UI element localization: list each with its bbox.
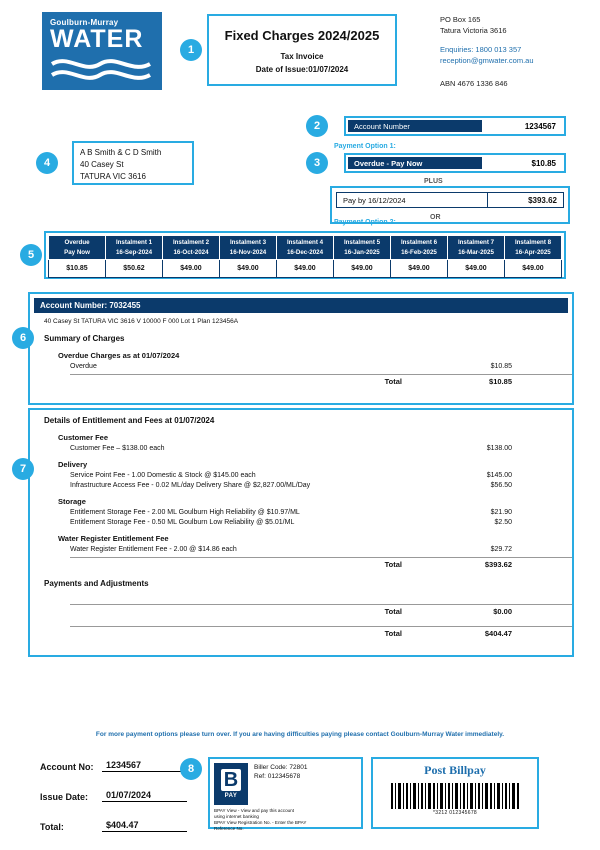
line-service-point-fee [70, 472, 572, 479]
footer-account-value: 1234567 [102, 760, 187, 772]
callout-3: 3 [306, 152, 328, 174]
bpay-box [208, 757, 363, 829]
instalment-col-2-sub: 16-Oct-2024 [173, 248, 209, 256]
line-storage-high-desc: Entitlement Storage Fee - 2.00 ML Goulburn High Reliability @ $10.97/ML [70, 509, 300, 516]
instalment-amount-4: $49.00 [277, 260, 334, 278]
callout-4: 4 [36, 152, 58, 174]
instalment-col-7-title: Instalment 7 [457, 238, 495, 246]
callout-6: 6 [12, 327, 34, 349]
instalment-col-2-title: Instalment 2 [172, 238, 210, 246]
customer-street: 40 Casey St [80, 160, 124, 169]
grand-total-label: Total [384, 629, 402, 638]
instalment-amount-7: $49.00 [448, 260, 505, 278]
instalment-col-3-sub: 16-Nov-2024 [229, 248, 267, 256]
footer-note: For more payment options please turn over. If you are having difficulties paying please contact Goulburn-Murray Water immediately. [95, 731, 505, 738]
overdue-line-desc: Overdue [70, 363, 97, 370]
payment-option-2-heading: Payment Option 2: [334, 219, 396, 226]
customer-suburb: TATURA VIC 3616 [80, 172, 146, 181]
payments-adjustments-heading: Payments and Adjustments [44, 579, 149, 588]
footer-total-label: Total: [40, 822, 64, 832]
account-number-value: 1234567 [482, 120, 562, 132]
bpay-instruction-2: using internet banking [214, 814, 259, 819]
footer-issue-label: Issue Date: [40, 792, 89, 802]
line-storage-low-amount: $2.50 [494, 519, 512, 526]
instalment-amount-row [49, 260, 562, 278]
wave-icon [50, 56, 154, 82]
bpay-mark: B [221, 769, 241, 791]
barcode-image [391, 783, 519, 809]
bpay-biller-code: Biller Code: 72801 [254, 764, 308, 771]
footer-fields [40, 760, 187, 850]
pay-by-label: Pay by 16/12/2024 [343, 195, 406, 205]
line-service-point-fee-amount: $145.00 [486, 472, 512, 479]
post-billpay-title: Post Billpay [424, 763, 486, 777]
gmw-logo [42, 12, 162, 90]
account-number-label: Account Number [354, 121, 410, 131]
group-water-register-heading: Water Register Entitlement Fee [58, 534, 169, 543]
entitlement-fees-box [28, 408, 574, 657]
bpay-logo-icon [214, 763, 248, 805]
grand-total-row [70, 626, 572, 638]
group-storage-heading: Storage [58, 497, 86, 506]
logo-line-2: WATER [50, 25, 144, 53]
instalment-col-5-sub: 16-Jan-2025 [344, 248, 380, 256]
bpay-instructions [214, 805, 357, 832]
instalment-col-0 [49, 236, 106, 260]
footer-total-value: $404.47 [102, 820, 187, 832]
payments-total-row [70, 604, 572, 616]
instalment-col-8 [505, 236, 562, 260]
overdue-paynow-label: Overdue - Pay Now [354, 158, 423, 168]
group-delivery-heading: Delivery [58, 460, 88, 469]
instalment-amount-0: $10.85 [49, 260, 106, 278]
issuer-city: Tatura Victoria 3616 [440, 26, 507, 35]
entitlement-heading: Details of Entitlement and Fees at 01/07/2024 [44, 416, 215, 425]
payment-option-1-heading: Payment Option 1: [334, 143, 396, 150]
line-infrastructure-access-fee-amount: $56.50 [490, 482, 512, 489]
instalment-col-0-sub: Pay Now [64, 248, 90, 256]
issuer-po-box: PO Box 165 [440, 15, 481, 24]
instalment-col-8-title: Instalment 8 [514, 238, 552, 246]
instalment-col-5-title: Instalment 5 [343, 238, 381, 246]
line-water-register-fee-amount: $29.72 [490, 546, 512, 553]
footer-issue-value: 01/07/2024 [102, 790, 187, 802]
instalment-amount-5: $49.00 [334, 260, 391, 278]
line-customer-fee-amount: $138.00 [486, 445, 512, 452]
footer-account-row [40, 760, 187, 772]
callout-7: 7 [12, 458, 34, 480]
line-storage-high-amount: $21.90 [490, 509, 512, 516]
instalment-table-wrapper [44, 231, 566, 279]
entitlement-subtotal-label: Total [384, 560, 402, 569]
instalment-col-2 [163, 236, 220, 260]
summary-heading: Summary of Charges [44, 334, 125, 343]
invoice-issue-date: Date of Issue:01/07/2024 [255, 65, 349, 74]
issuer-enquiries: Enquiries: 1800 013 357 [440, 45, 522, 54]
instalment-col-4 [277, 236, 334, 260]
instalment-col-7 [448, 236, 505, 260]
customer-address-block [72, 141, 194, 185]
instalment-amount-6: $49.00 [391, 260, 448, 278]
payments-total-label: Total [384, 607, 402, 616]
instalment-amount-2: $49.00 [163, 260, 220, 278]
instalment-col-4-sub: 16-Dec-2024 [286, 248, 324, 256]
instalment-col-6-title: Instalment 6 [400, 238, 438, 246]
callout-1: 1 [180, 39, 202, 61]
overdue-paynow-amount: $10.85 [482, 157, 562, 169]
issuer-email[interactable]: reception@gmwater.com.au [440, 56, 534, 65]
bpay-codes [254, 763, 357, 781]
overdue-line-amount: $10.85 [490, 363, 512, 370]
property-description: 40 Casey St TATURA VIC 3616 V 10000 F 000 Lot 1 Plan 123456A [44, 318, 239, 325]
callout-5: 5 [20, 244, 42, 266]
summary-total-amount: $10.85 [489, 377, 512, 386]
instalment-col-5 [334, 236, 391, 260]
detail-account-number: Account Number: 7032455 [34, 298, 568, 313]
instalment-col-7-sub: 16-Mar-2025 [458, 248, 494, 256]
group-customer-fee-heading: Customer Fee [58, 433, 109, 442]
entitlement-subtotal-row [70, 557, 572, 569]
summary-of-charges-box [28, 292, 574, 405]
summary-total-row [70, 374, 572, 386]
line-storage-high-reliability [70, 509, 572, 516]
instalment-col-3-title: Instalment 3 [229, 238, 267, 246]
instalment-col-6-sub: 16-Feb-2025 [401, 248, 437, 256]
grand-total-amount: $404.47 [484, 629, 512, 638]
instalment-amount-8: $49.00 [505, 260, 562, 278]
bpay-instruction-4: Reference No. [214, 826, 244, 831]
instalment-col-6 [391, 236, 448, 260]
overdue-charges-heading: Overdue Charges as at 01/07/2024 [58, 351, 180, 360]
instalment-col-1-title: Instalment 1 [115, 238, 153, 246]
instalment-col-1 [106, 236, 163, 260]
line-infrastructure-access-fee-desc: Infrastructure Access Fee - 0.02 ML/day Delivery Share @ $2,827.00/ML/Day [70, 482, 311, 489]
line-water-register-fee [70, 546, 572, 553]
instalment-col-4-title: Instalment 4 [286, 238, 324, 246]
line-customer-fee [70, 445, 572, 452]
or-label: OR [430, 214, 441, 221]
issuer-abn: ABN 4676 1336 846 [440, 79, 508, 88]
invoice-title: Fixed Charges 2024/2025 [224, 28, 380, 43]
instalment-col-3 [220, 236, 277, 260]
entitlement-subtotal-amount: $393.62 [484, 560, 512, 569]
invoice-title-box [207, 14, 397, 86]
issuer-details [440, 14, 590, 89]
pay-by-amount: $393.62 [487, 193, 563, 207]
line-storage-low-desc: Entitlement Storage Fee - 0.50 ML Goulburn Low Reliability @ $5.01/ML [70, 519, 295, 526]
line-customer-fee-desc: Customer Fee – $138.00 each [70, 445, 165, 452]
line-infrastructure-access-fee [70, 482, 572, 489]
callout-8: 8 [180, 758, 202, 780]
line-water-register-fee-desc: Water Register Entitlement Fee - 2.00 @ $14.86 each [70, 546, 237, 553]
overdue-line-item [70, 363, 572, 370]
instalment-col-8-sub: 16-Apr-2025 [515, 248, 551, 256]
footer-total-row [40, 820, 187, 832]
logo-line-1: Goulburn-Murray [50, 18, 119, 27]
customer-name: A B Smith & C D Smith [80, 148, 162, 157]
instalment-table [48, 235, 562, 278]
footer-issue-row [40, 790, 187, 802]
bpay-mark-sub: PAY [224, 793, 238, 799]
plus-label: PLUS [424, 178, 443, 185]
barcode-number: *3212 012345678 [433, 810, 477, 816]
invoice-subtitle: Tax Invoice [280, 52, 324, 61]
instalment-col-1-sub: 16-Sep-2024 [115, 248, 153, 256]
footer-account-label: Account No: [40, 762, 94, 772]
instalment-col-0-title: Overdue [64, 238, 90, 246]
instalment-header-row [49, 236, 562, 260]
payments-total-amount: $0.00 [493, 607, 512, 616]
bpay-reference: Ref: 012345678 [254, 773, 301, 780]
callout-2: 2 [306, 115, 328, 137]
instalment-amount-1: $50.62 [106, 260, 163, 278]
summary-total-label: Total [384, 377, 402, 386]
bpay-instruction-1: BPAY View - View and pay this account [214, 808, 295, 813]
line-storage-low-reliability [70, 519, 572, 526]
post-billpay-box [371, 757, 539, 829]
line-service-point-fee-desc: Service Point Fee - 1.00 Domestic & Stock @ $145.00 each [70, 472, 256, 479]
account-number-bar [344, 116, 566, 136]
overdue-paynow-bar [344, 153, 566, 173]
bpay-instruction-3: BPAY View Registration No. - Enter the BPAY [214, 820, 307, 825]
instalment-amount-3: $49.00 [220, 260, 277, 278]
